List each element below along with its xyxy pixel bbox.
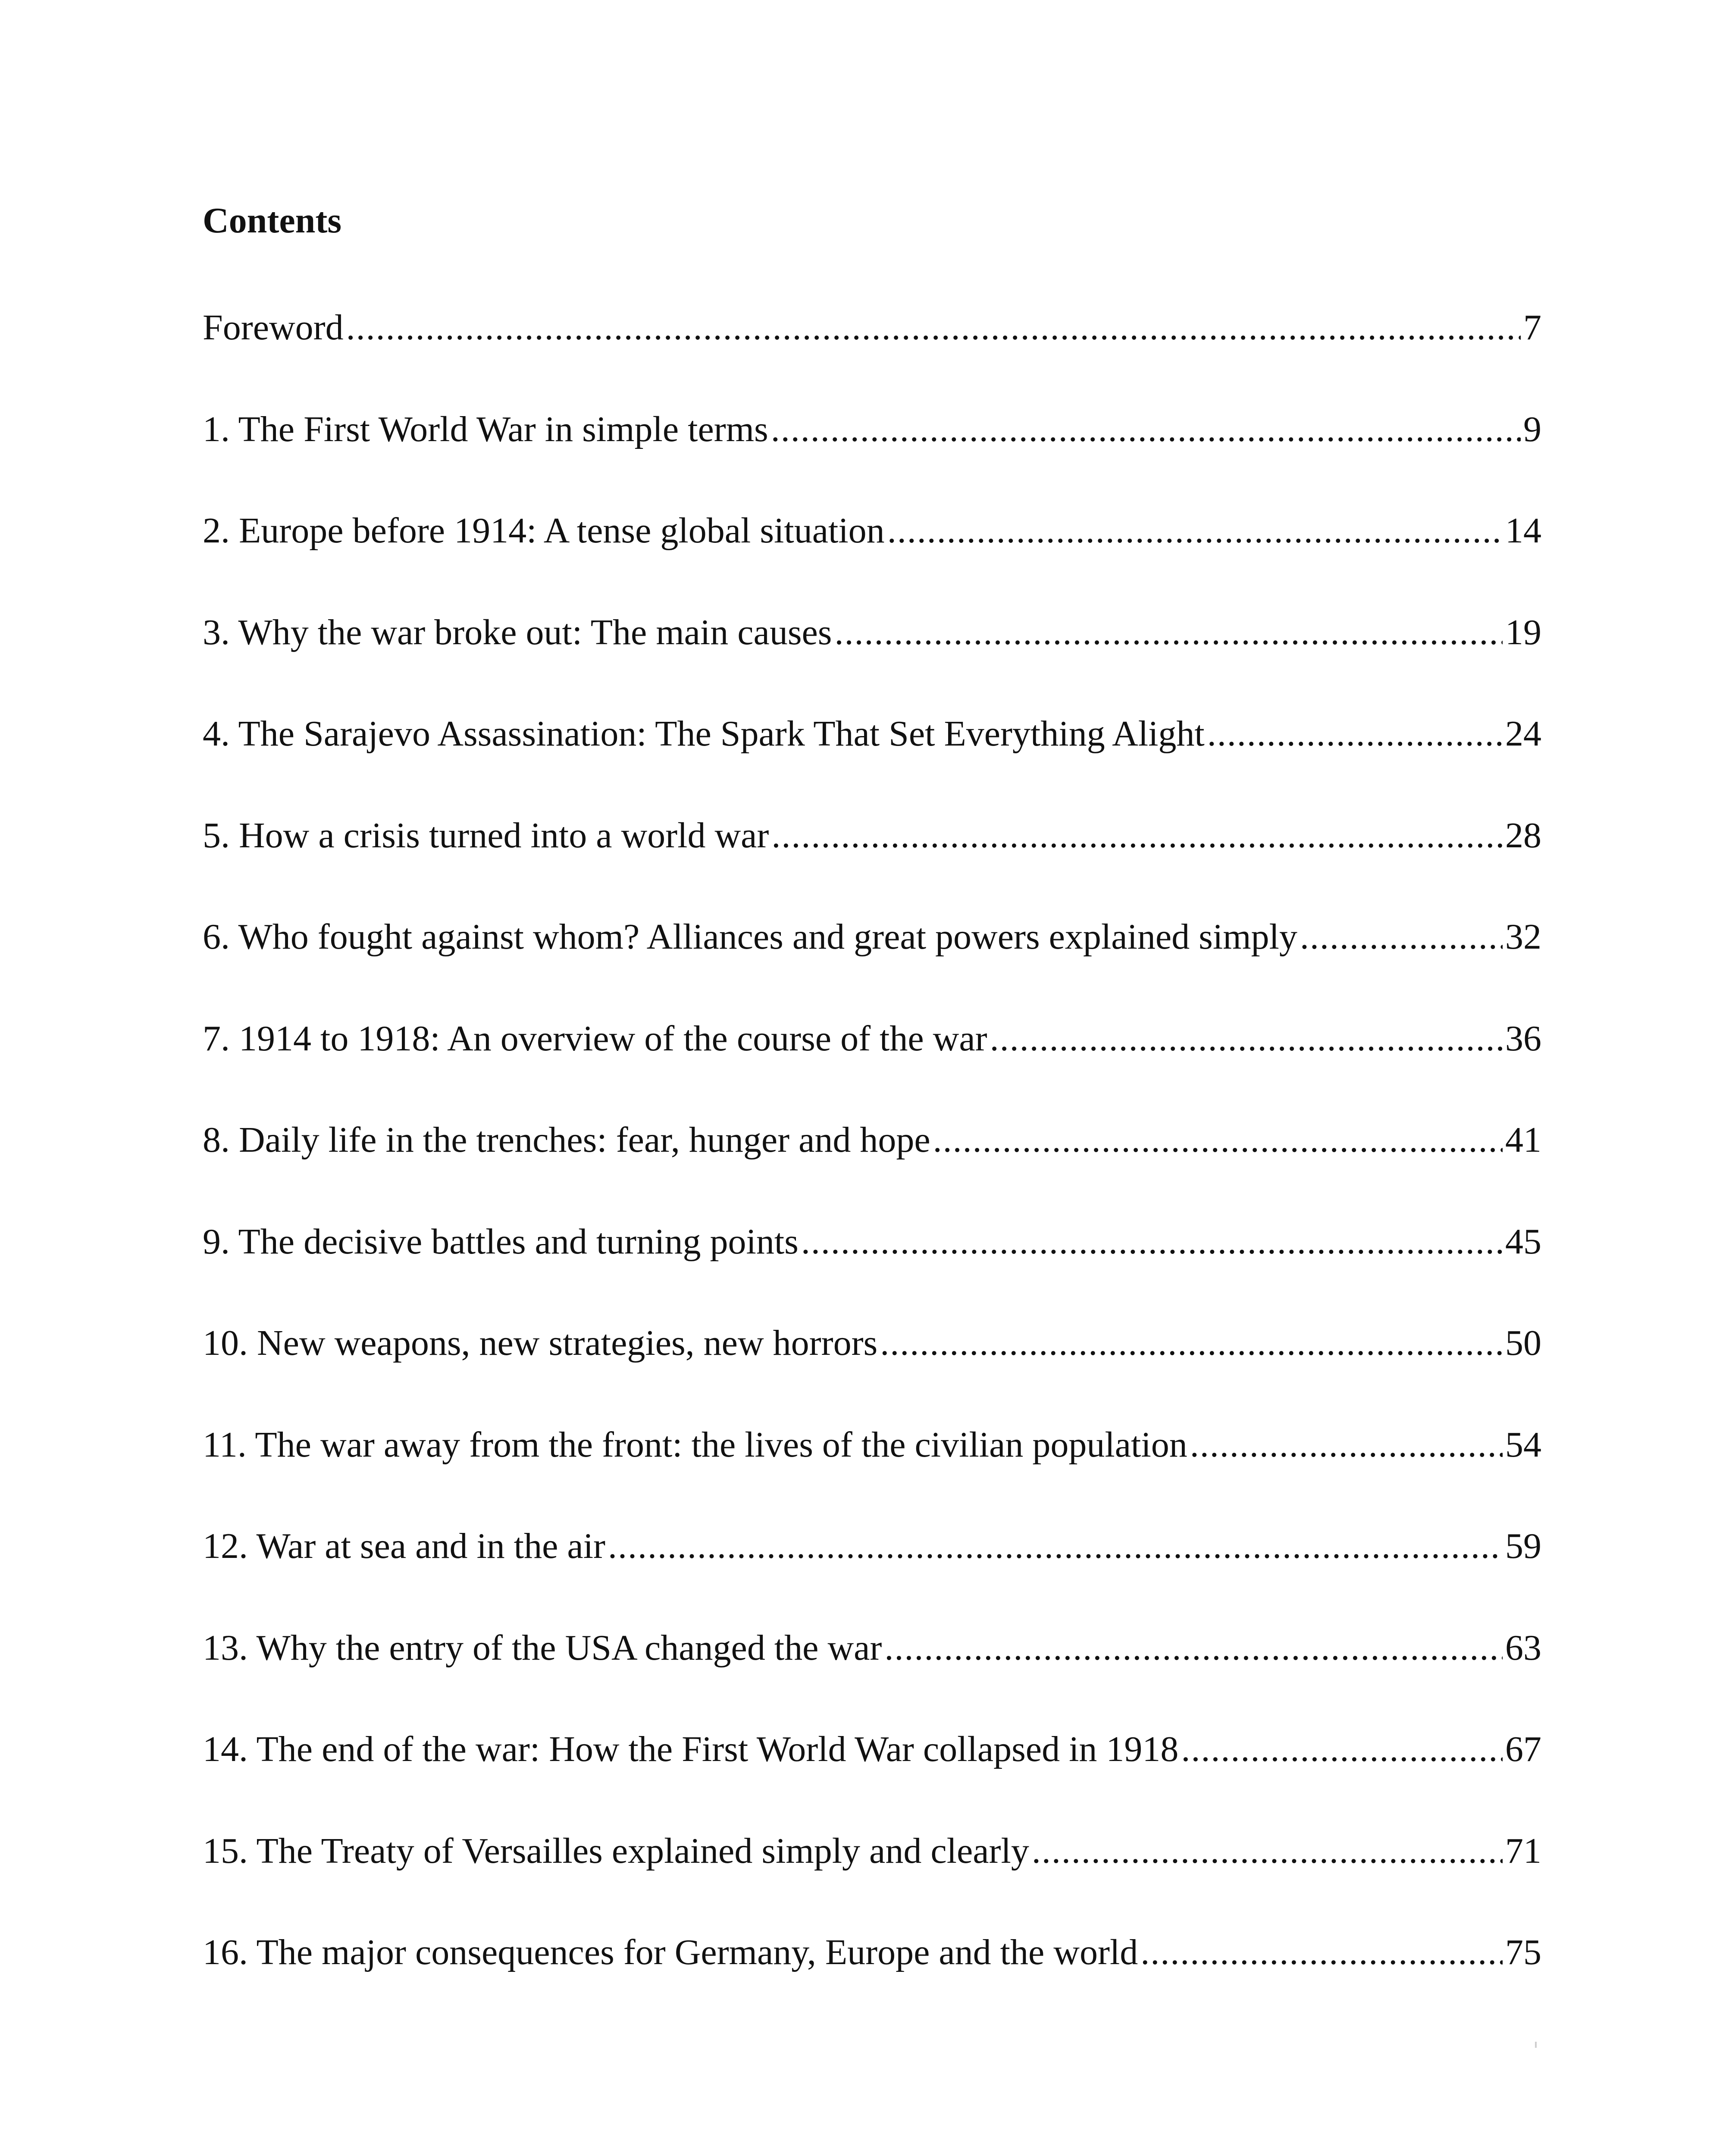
toc-entry-page-number: 36 [1505,1018,1541,1059]
toc-entry-title: 9. The decisive battles and turning points [203,1221,799,1262]
toc-entry-chapter-6 [203,915,1541,1017]
toc-entry-title: 15. The Treaty of Versailles explained simply and clearly [203,1830,1029,1871]
toc-entry-title: 8. Daily life in the trenches: fear, hunger and hope [203,1120,930,1160]
toc-entry-title: 4. The Sarajevo Assassination: The Spark That Set Everything Alight [203,714,1205,754]
toc-entry-page-number: 28 [1505,815,1541,856]
toc-entry-title: 13. Why the entry of the USA changed the war [203,1627,882,1668]
toc-entry-chapter-4 [203,712,1541,814]
toc-entry-page-number: 54 [1505,1424,1541,1465]
dot-leader [801,1220,1503,1264]
toc-entry-title: 16. The major consequences for Germany, Europe and the world [203,1932,1138,1972]
toc-entry-title: 10. New weapons, new strategies, new horrors [203,1323,878,1363]
toc-entry-page-number: 59 [1505,1526,1541,1566]
toc-entry-page-number: 41 [1505,1120,1541,1160]
dot-leader [884,1626,1503,1670]
dot-leader [608,1525,1503,1568]
toc-entry-page-number: 45 [1505,1221,1541,1262]
toc-entry-title: 12. War at sea and in the air [203,1526,606,1566]
toc-entry-chapter-2 [203,509,1541,611]
dot-leader [1181,1728,1503,1771]
toc-entry-chapter-1 [203,408,1541,510]
dot-leader [346,306,1521,350]
dot-leader [835,611,1503,655]
dot-leader [1207,712,1503,756]
toc-entry-page-number: 7 [1523,307,1541,348]
toc-entry-chapter-16 [203,1931,1541,2033]
contents-heading: Contents [203,201,342,241]
toc-entry-title: 14. The end of the war: How the First World War collapsed in 1918 [203,1729,1179,1769]
toc-entry-page-number: 24 [1505,714,1541,754]
toc-entry-chapter-12 [203,1525,1541,1626]
toc-entry-title: 7. 1914 to 1918: An overview of the course of the war [203,1018,987,1059]
toc-entry-chapter-9 [203,1220,1541,1322]
page-mark [1535,2042,1537,2048]
toc-entry-page-number: 67 [1505,1729,1541,1769]
toc-entry-page-number: 14 [1505,511,1541,551]
dot-leader [933,1119,1503,1162]
toc-entry-title: 3. Why the war broke out: The main causes [203,612,832,652]
toc-entry-page-number: 19 [1505,612,1541,652]
dot-leader [771,408,1521,451]
toc-entry-chapter-10 [203,1322,1541,1423]
toc-entry-title: 1. The First World War in simple terms [203,409,768,449]
dot-leader [1140,1931,1503,1974]
toc-entry-foreword [203,306,1541,408]
dot-leader [771,814,1503,858]
toc-entry-page-number: 50 [1505,1323,1541,1363]
toc-entry-title: 6. Who fought against whom? Alliances and great powers explained simply [203,917,1297,957]
toc-entry-chapter-14 [203,1728,1541,1830]
dot-leader [1190,1423,1503,1467]
dot-leader [887,509,1503,553]
dot-leader [1300,915,1503,959]
toc-entry-page-number: 75 [1505,1932,1541,1972]
toc-entry-title: Foreword [203,307,344,348]
toc-entry-chapter-15 [203,1830,1541,1931]
toc-entry-chapter-7 [203,1017,1541,1119]
toc-entry-chapter-8 [203,1119,1541,1220]
toc-entry-chapter-11 [203,1423,1541,1525]
toc-entry-chapter-5 [203,814,1541,916]
dot-leader [1032,1830,1503,1873]
toc-entry-title: 2. Europe before 1914: A tense global situation [203,511,885,551]
dot-leader [990,1017,1503,1061]
toc-entry-chapter-13 [203,1626,1541,1728]
toc-entry-chapter-3 [203,611,1541,713]
toc-entry-page-number: 32 [1505,917,1541,957]
toc-entry-page-number: 63 [1505,1627,1541,1668]
table-of-contents [203,306,1541,2033]
toc-entry-title: 11. The war away from the front: the lives of the civilian population [203,1424,1187,1465]
toc-entry-title: 5. How a crisis turned into a world war [203,815,769,856]
toc-entry-page-number: 9 [1523,409,1541,449]
toc-entry-page-number: 71 [1505,1830,1541,1871]
dot-leader [880,1322,1503,1365]
